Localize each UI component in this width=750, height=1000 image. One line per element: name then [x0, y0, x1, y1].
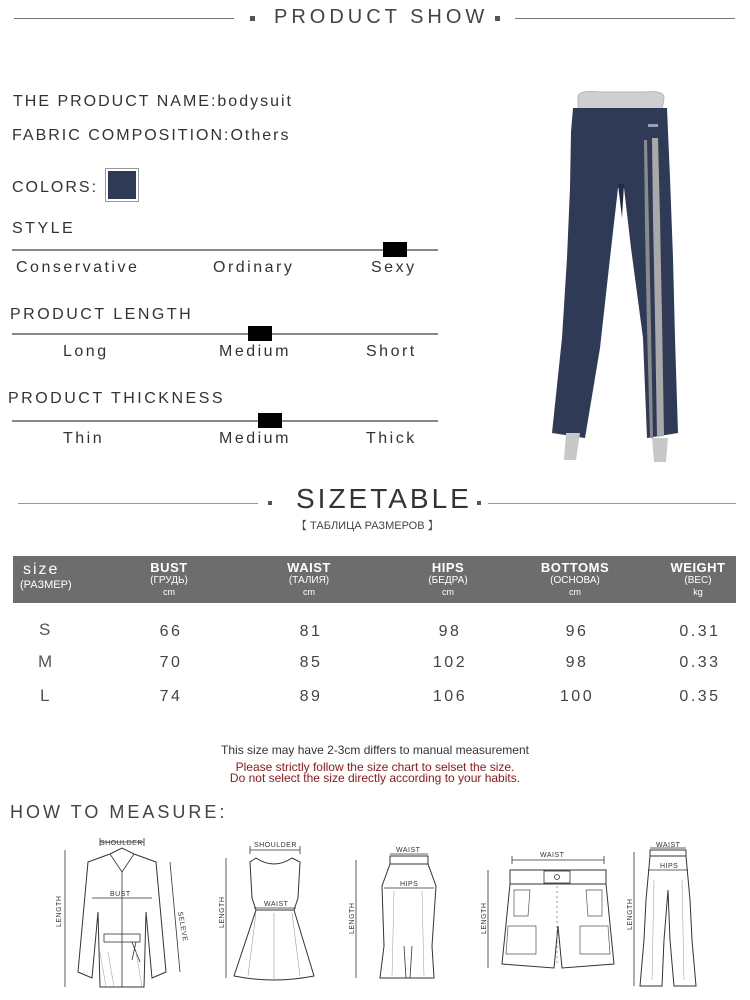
jacket-length-label: LENGTH — [56, 895, 63, 927]
col-header-weight: WEIGHT (ВЕС) kg — [670, 560, 726, 597]
dress-shoulder-label: SHOULDER — [254, 842, 297, 849]
skirt-waist-label: WAIST — [396, 847, 421, 854]
row-m-hips: 102 — [432, 654, 468, 671]
jacket-sleeve-label: SELEVE — [176, 911, 189, 943]
sizetable-rule-left — [18, 503, 258, 504]
dress-waist-label: WAIST — [264, 901, 289, 908]
row-l-bust: 74 — [159, 688, 183, 705]
row-s-bust: 66 — [159, 623, 183, 640]
thickness-label-thick: Thick — [366, 430, 417, 447]
note-follow-chart: Please strictly follow the size chart to selset the size. — [235, 760, 515, 774]
length-label-short: Short — [366, 343, 417, 360]
header-rule-right — [515, 18, 735, 19]
row-s-bottoms: 96 — [565, 623, 589, 640]
page-title: PRODUCT SHOW — [274, 6, 489, 28]
length-title: PRODUCT LENGTH — [10, 306, 194, 323]
shorts-length-label: LENGTH — [481, 902, 488, 934]
pants-hips-label: HIPS — [660, 863, 679, 870]
row-s-weight: 0.31 — [679, 623, 721, 640]
col-header-hips: HIPS (БЕДРА) cm — [428, 560, 468, 597]
product-name-label: THE PRODUCT NAME: — [13, 93, 218, 110]
measure-figure-dress — [216, 838, 316, 988]
thickness-scale-line — [12, 420, 438, 422]
product-name-value: bodysuit — [217, 93, 293, 110]
thickness-title: PRODUCT THICKNESS — [8, 390, 226, 407]
mannequin-leg-right — [652, 438, 668, 462]
style-label-ordinary: Ordinary — [213, 259, 295, 276]
dress-length-label: LENGTH — [219, 896, 226, 928]
fabric-value: Others — [230, 127, 291, 144]
shorts-waist-label: WAIST — [540, 852, 565, 859]
style-label-conservative: Conservative — [16, 259, 140, 276]
mannequin-hips — [578, 92, 664, 111]
skirt-hips-label: HIPS — [400, 881, 419, 888]
sizetable-title: SIZETABLE — [296, 483, 472, 514]
row-m-weight: 0.33 — [679, 654, 721, 671]
measure-figure-shorts — [478, 846, 628, 976]
col-header-waist: WAIST (ТАЛИЯ) cm — [287, 560, 331, 597]
row-l-hips: 106 — [432, 688, 468, 705]
row-m-size: M — [38, 652, 53, 671]
length-label-medium: Medium — [219, 343, 291, 360]
colors-label: COLORS: — [12, 179, 99, 196]
how-to-measure-title: HOW TO MEASURE: — [10, 802, 228, 822]
note-measurement: This size may have 2-3cm differs to manual measurement — [221, 743, 529, 757]
length-scale-line — [12, 333, 438, 335]
header-rule-left — [14, 18, 234, 19]
thickness-marker — [258, 413, 282, 428]
sizetable-dot-left — [268, 501, 272, 505]
sizetable-rule-right — [488, 503, 736, 504]
pants-length-label: LENGTH — [627, 898, 634, 930]
header-dot-right — [495, 16, 500, 21]
row-m-bust: 70 — [159, 654, 183, 671]
measure-figure-pants — [624, 840, 704, 992]
row-m-bottoms: 98 — [565, 654, 589, 671]
style-title: STYLE — [12, 220, 76, 237]
row-l-weight: 0.35 — [679, 688, 721, 705]
row-m-waist: 85 — [299, 654, 323, 671]
thickness-label-thin: Thin — [63, 430, 105, 447]
pants-waist-label: WAIST — [656, 842, 681, 849]
fabric-label: FABRIC COMPOSITION: — [12, 127, 231, 144]
style-label-sexy: Sexy — [371, 259, 417, 276]
style-marker — [383, 242, 407, 257]
thickness-label-medium: Medium — [219, 430, 291, 447]
fabric-row — [12, 127, 290, 145]
product-image — [540, 88, 700, 468]
row-s-hips: 98 — [438, 623, 462, 640]
col-header-bust: BUST (ГРУДЬ) cm — [150, 560, 188, 597]
row-l-waist: 89 — [299, 688, 323, 705]
note-habits: Do not select the size directly according to your habits. — [229, 771, 521, 785]
row-l-bottoms: 100 — [559, 688, 595, 705]
pants-crotch-shadow — [618, 184, 624, 218]
row-s-waist: 81 — [299, 623, 323, 640]
mannequin-leg-left — [564, 433, 580, 460]
product-name-row — [13, 93, 293, 111]
length-marker — [248, 326, 272, 341]
header-dot-left — [250, 16, 255, 21]
color-swatch[interactable] — [105, 168, 139, 202]
measure-figure-skirt — [344, 846, 444, 986]
col-header-size: size (РАЗМЕР) — [20, 561, 72, 591]
style-scale-line — [12, 249, 438, 251]
length-label-long: Long — [63, 343, 109, 360]
jacket-bust-label: BUST — [110, 891, 131, 898]
sizetable-subtitle: 【 ТАБЛИЦА РАЗМЕРОВ 】 — [296, 520, 439, 532]
skirt-length-label: LENGTH — [349, 902, 356, 934]
row-l-size: L — [40, 686, 50, 705]
pants-waistband — [571, 108, 668, 132]
row-s-size: S — [39, 620, 51, 639]
measure-figure-jacket — [48, 832, 198, 992]
pants-logo-patch — [648, 124, 658, 127]
size-table-header — [13, 556, 736, 603]
color-swatch-fill — [108, 171, 136, 199]
sizetable-dot-right — [477, 501, 481, 505]
jacket-shoulder-label: SHOULDER — [100, 840, 143, 847]
col-header-bottoms: BOTTOMS (ОСНОВА) cm — [540, 560, 610, 597]
